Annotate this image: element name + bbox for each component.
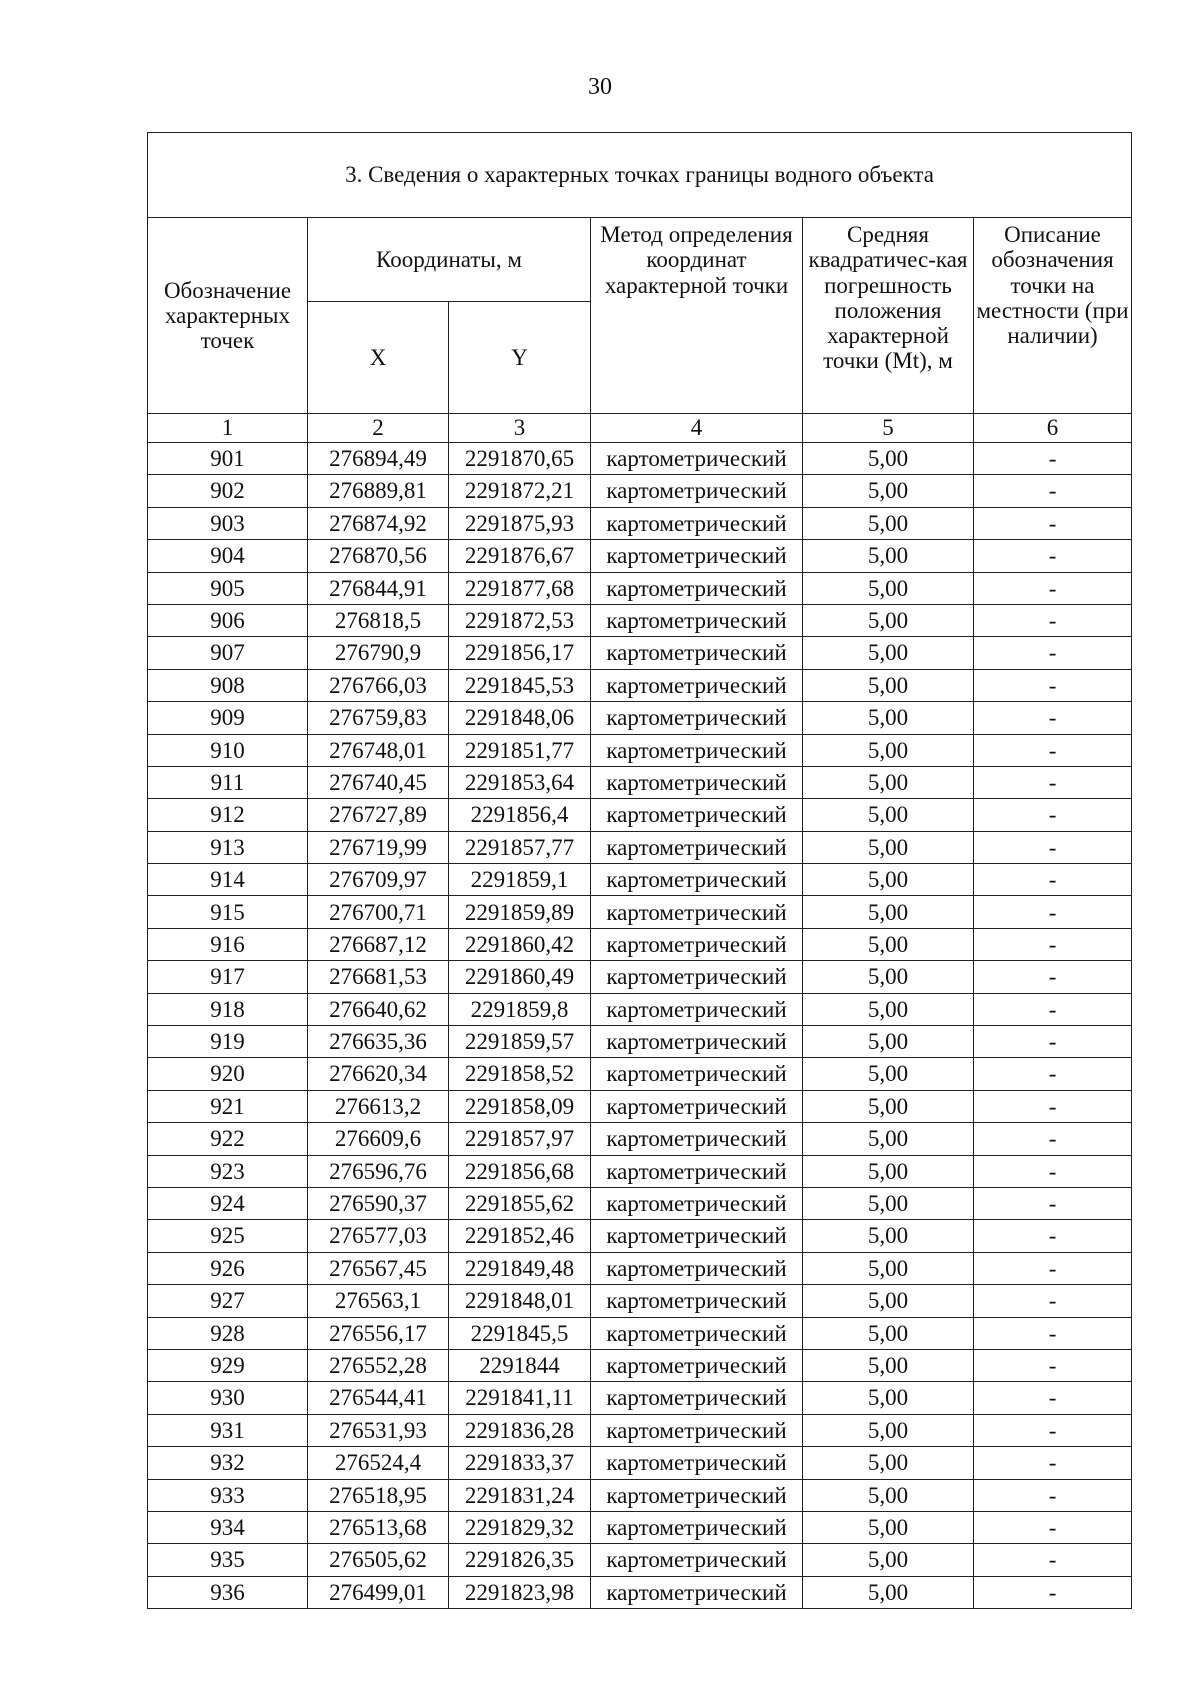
method-cell: картометрический: [591, 540, 803, 572]
header-description: Описание обозначения точки на местности (при наличии): [974, 218, 1132, 414]
y-coordinate-cell: 2291831,24: [449, 1479, 591, 1511]
error-cell: 5,00: [803, 1252, 974, 1284]
table-row: [148, 993, 1132, 1025]
description-cell: -: [974, 540, 1132, 572]
error-cell: 5,00: [803, 475, 974, 507]
point-id-cell: 901: [148, 443, 308, 475]
point-id-cell: 918: [148, 993, 308, 1025]
point-id-cell: 912: [148, 799, 308, 831]
error-cell: 5,00: [803, 896, 974, 928]
y-coordinate-cell: 2291845,5: [449, 1317, 591, 1349]
y-coordinate-cell: 2291857,77: [449, 831, 591, 863]
point-id-cell: 919: [148, 1026, 308, 1058]
y-coordinate-cell: 2291856,4: [449, 799, 591, 831]
description-cell: -: [974, 831, 1132, 863]
header-method: Метод определения координат характерной точки: [591, 218, 803, 414]
error-cell: 5,00: [803, 637, 974, 669]
point-id-cell: 914: [148, 864, 308, 896]
error-cell: 5,00: [803, 799, 974, 831]
point-id-cell: 924: [148, 1187, 308, 1219]
description-cell: -: [974, 475, 1132, 507]
x-coordinate-cell: 276740,45: [308, 766, 449, 798]
x-coordinate-cell: 276681,53: [308, 961, 449, 993]
method-cell: картометрический: [591, 1414, 803, 1446]
y-coordinate-cell: 2291856,68: [449, 1155, 591, 1187]
description-cell: -: [974, 1382, 1132, 1414]
point-id-cell: 921: [148, 1090, 308, 1122]
error-cell: 5,00: [803, 702, 974, 734]
error-cell: 5,00: [803, 507, 974, 539]
point-id-cell: 907: [148, 637, 308, 669]
x-coordinate-cell: 276709,97: [308, 864, 449, 896]
x-coordinate-cell: 276766,03: [308, 669, 449, 701]
method-cell: картометрический: [591, 928, 803, 960]
description-cell: -: [974, 766, 1132, 798]
x-coordinate-cell: 276596,76: [308, 1155, 449, 1187]
method-cell: картометрический: [591, 669, 803, 701]
description-cell: -: [974, 637, 1132, 669]
method-cell: картометрический: [591, 1317, 803, 1349]
x-coordinate-cell: 276687,12: [308, 928, 449, 960]
error-cell: 5,00: [803, 1511, 974, 1543]
point-id-cell: 932: [148, 1447, 308, 1479]
table-row: [148, 1349, 1132, 1381]
error-cell: 5,00: [803, 993, 974, 1025]
x-coordinate-cell: 276818,5: [308, 604, 449, 636]
method-cell: картометрический: [591, 1026, 803, 1058]
error-cell: 5,00: [803, 1026, 974, 1058]
table-row: [148, 896, 1132, 928]
error-cell: 5,00: [803, 1187, 974, 1219]
description-cell: -: [974, 896, 1132, 928]
boundary-points-table: [147, 132, 1132, 1609]
point-id-cell: 925: [148, 1220, 308, 1252]
table-row: [148, 1479, 1132, 1511]
column-number: 4: [591, 414, 803, 443]
table-row: [148, 1090, 1132, 1122]
error-cell: 5,00: [803, 864, 974, 896]
method-cell: картометрический: [591, 961, 803, 993]
error-cell: 5,00: [803, 928, 974, 960]
point-id-cell: 917: [148, 961, 308, 993]
method-cell: картометрический: [591, 475, 803, 507]
error-cell: 5,00: [803, 604, 974, 636]
error-cell: 5,00: [803, 766, 974, 798]
description-cell: -: [974, 1447, 1132, 1479]
method-cell: картометрический: [591, 831, 803, 863]
error-cell: 5,00: [803, 1544, 974, 1576]
method-cell: картометрический: [591, 1090, 803, 1122]
point-id-cell: 920: [148, 1058, 308, 1090]
point-id-cell: 911: [148, 766, 308, 798]
point-id-cell: 933: [148, 1479, 308, 1511]
point-id-cell: 931: [148, 1414, 308, 1446]
point-id-cell: 926: [148, 1252, 308, 1284]
point-id-cell: 935: [148, 1544, 308, 1576]
table-row: [148, 1317, 1132, 1349]
description-cell: -: [974, 1576, 1132, 1608]
column-number: 5: [803, 414, 974, 443]
table-row: [148, 669, 1132, 701]
x-coordinate-cell: 276870,56: [308, 540, 449, 572]
error-cell: 5,00: [803, 1285, 974, 1317]
method-cell: картометрический: [591, 507, 803, 539]
method-cell: картометрический: [591, 1544, 803, 1576]
y-coordinate-cell: 2291859,57: [449, 1026, 591, 1058]
y-coordinate-cell: 2291844: [449, 1349, 591, 1381]
table-row: [148, 766, 1132, 798]
x-coordinate-cell: 276556,17: [308, 1317, 449, 1349]
table-row: [148, 604, 1132, 636]
table-row: [148, 1058, 1132, 1090]
table-row: [148, 831, 1132, 863]
description-cell: -: [974, 928, 1132, 960]
table-row: [148, 1511, 1132, 1543]
description-cell: -: [974, 443, 1132, 475]
table-row: [148, 475, 1132, 507]
description-cell: -: [974, 734, 1132, 766]
table-body: [148, 443, 1132, 1609]
x-coordinate-cell: 276790,9: [308, 637, 449, 669]
method-cell: картометрический: [591, 702, 803, 734]
section-title: 3. Сведения о характерных точках границы водного объекта: [148, 133, 1132, 218]
y-coordinate-cell: 2291841,11: [449, 1382, 591, 1414]
point-id-cell: 922: [148, 1123, 308, 1155]
method-cell: картометрический: [591, 443, 803, 475]
method-cell: картометрический: [591, 1123, 803, 1155]
table-row: [148, 443, 1132, 475]
table-row: [148, 1544, 1132, 1576]
error-cell: 5,00: [803, 1317, 974, 1349]
method-cell: картометрический: [591, 1155, 803, 1187]
table-row: [148, 1026, 1132, 1058]
error-cell: 5,00: [803, 1090, 974, 1122]
y-coordinate-cell: 2291829,32: [449, 1511, 591, 1543]
x-coordinate-cell: 276700,71: [308, 896, 449, 928]
table-row: [148, 1187, 1132, 1219]
error-cell: 5,00: [803, 1155, 974, 1187]
error-cell: 5,00: [803, 1349, 974, 1381]
y-coordinate-cell: 2291859,1: [449, 864, 591, 896]
method-cell: картометрический: [591, 1479, 803, 1511]
method-cell: картометрический: [591, 604, 803, 636]
description-cell: -: [974, 1026, 1132, 1058]
point-id-cell: 903: [148, 507, 308, 539]
header-designation: Обозначение характерных точек: [148, 218, 308, 414]
point-id-cell: 916: [148, 928, 308, 960]
y-coordinate-cell: 2291875,93: [449, 507, 591, 539]
description-cell: -: [974, 1479, 1132, 1511]
table-row: [148, 540, 1132, 572]
method-cell: картометрический: [591, 1285, 803, 1317]
description-cell: -: [974, 993, 1132, 1025]
method-cell: картометрический: [591, 1576, 803, 1608]
y-coordinate-cell: 2291853,64: [449, 766, 591, 798]
description-cell: -: [974, 1511, 1132, 1543]
point-id-cell: 910: [148, 734, 308, 766]
x-coordinate-cell: 276635,36: [308, 1026, 449, 1058]
table-row: [148, 1155, 1132, 1187]
description-cell: -: [974, 1058, 1132, 1090]
description-cell: -: [974, 1252, 1132, 1284]
x-coordinate-cell: 276759,83: [308, 702, 449, 734]
error-cell: 5,00: [803, 734, 974, 766]
x-coordinate-cell: 276620,34: [308, 1058, 449, 1090]
y-coordinate-cell: 2291836,28: [449, 1414, 591, 1446]
description-cell: -: [974, 1090, 1132, 1122]
y-coordinate-cell: 2291859,89: [449, 896, 591, 928]
y-coordinate-cell: 2291849,48: [449, 1252, 591, 1284]
table-row: [148, 1447, 1132, 1479]
table-row: [148, 702, 1132, 734]
description-cell: -: [974, 572, 1132, 604]
y-coordinate-cell: 2291856,17: [449, 637, 591, 669]
table-row: [148, 928, 1132, 960]
y-coordinate-cell: 2291833,37: [449, 1447, 591, 1479]
method-cell: картометрический: [591, 1511, 803, 1543]
x-coordinate-cell: 276719,99: [308, 831, 449, 863]
column-number: 1: [148, 414, 308, 443]
error-cell: 5,00: [803, 1058, 974, 1090]
y-coordinate-cell: 2291823,98: [449, 1576, 591, 1608]
y-coordinate-cell: 2291858,09: [449, 1090, 591, 1122]
error-cell: 5,00: [803, 1382, 974, 1414]
method-cell: картометрический: [591, 1187, 803, 1219]
y-coordinate-cell: 2291872,53: [449, 604, 591, 636]
description-cell: -: [974, 1220, 1132, 1252]
x-coordinate-cell: 276563,1: [308, 1285, 449, 1317]
y-coordinate-cell: 2291876,67: [449, 540, 591, 572]
x-coordinate-cell: 276524,4: [308, 1447, 449, 1479]
point-id-cell: 927: [148, 1285, 308, 1317]
table-row: [148, 734, 1132, 766]
y-coordinate-cell: 2291872,21: [449, 475, 591, 507]
method-cell: картометрический: [591, 864, 803, 896]
point-id-cell: 928: [148, 1317, 308, 1349]
point-id-cell: 906: [148, 604, 308, 636]
point-id-cell: 929: [148, 1349, 308, 1381]
y-coordinate-cell: 2291848,06: [449, 702, 591, 734]
point-id-cell: 923: [148, 1155, 308, 1187]
y-coordinate-cell: 2291859,8: [449, 993, 591, 1025]
error-cell: 5,00: [803, 1576, 974, 1608]
method-cell: картометрический: [591, 896, 803, 928]
table-row: [148, 1576, 1132, 1608]
y-coordinate-cell: 2291860,49: [449, 961, 591, 993]
x-coordinate-cell: 276531,93: [308, 1414, 449, 1446]
y-coordinate-cell: 2291845,53: [449, 669, 591, 701]
point-id-cell: 908: [148, 669, 308, 701]
point-id-cell: 936: [148, 1576, 308, 1608]
description-cell: -: [974, 1187, 1132, 1219]
method-cell: картометрический: [591, 1382, 803, 1414]
method-cell: картометрический: [591, 766, 803, 798]
x-coordinate-cell: 276640,62: [308, 993, 449, 1025]
y-coordinate-cell: 2291852,46: [449, 1220, 591, 1252]
error-cell: 5,00: [803, 1220, 974, 1252]
description-cell: -: [974, 1285, 1132, 1317]
table-row: [148, 1220, 1132, 1252]
y-coordinate-cell: 2291870,65: [449, 443, 591, 475]
method-cell: картометрический: [591, 637, 803, 669]
description-cell: -: [974, 961, 1132, 993]
description-cell: -: [974, 1123, 1132, 1155]
description-cell: -: [974, 604, 1132, 636]
description-cell: -: [974, 1317, 1132, 1349]
description-cell: -: [974, 1155, 1132, 1187]
x-coordinate-cell: 276505,62: [308, 1544, 449, 1576]
point-id-cell: 904: [148, 540, 308, 572]
table-row: [148, 1414, 1132, 1446]
header-y: Y: [449, 302, 591, 414]
page-number: 30: [588, 74, 612, 100]
y-coordinate-cell: 2291851,77: [449, 734, 591, 766]
header-x: X: [308, 302, 449, 414]
method-cell: картометрический: [591, 993, 803, 1025]
x-coordinate-cell: 276513,68: [308, 1511, 449, 1543]
column-number: 2: [308, 414, 449, 443]
table-row: [148, 572, 1132, 604]
method-cell: картометрический: [591, 1447, 803, 1479]
point-id-cell: 930: [148, 1382, 308, 1414]
table-row: [148, 799, 1132, 831]
x-coordinate-cell: 276874,92: [308, 507, 449, 539]
y-coordinate-cell: 2291848,01: [449, 1285, 591, 1317]
x-coordinate-cell: 276844,91: [308, 572, 449, 604]
description-cell: -: [974, 799, 1132, 831]
x-coordinate-cell: 276613,2: [308, 1090, 449, 1122]
y-coordinate-cell: 2291860,42: [449, 928, 591, 960]
method-cell: картометрический: [591, 1220, 803, 1252]
table-row: [148, 961, 1132, 993]
header-coordinates: Координаты, м: [308, 218, 591, 302]
error-cell: 5,00: [803, 1414, 974, 1446]
x-coordinate-cell: 276499,01: [308, 1576, 449, 1608]
description-cell: -: [974, 507, 1132, 539]
point-id-cell: 902: [148, 475, 308, 507]
table-row: [148, 507, 1132, 539]
error-cell: 5,00: [803, 961, 974, 993]
x-coordinate-cell: 276727,89: [308, 799, 449, 831]
y-coordinate-cell: 2291877,68: [449, 572, 591, 604]
x-coordinate-cell: 276590,37: [308, 1187, 449, 1219]
method-cell: картометрический: [591, 1058, 803, 1090]
description-cell: -: [974, 669, 1132, 701]
x-coordinate-cell: 276544,41: [308, 1382, 449, 1414]
description-cell: -: [974, 864, 1132, 896]
error-cell: 5,00: [803, 1123, 974, 1155]
method-cell: картометрический: [591, 734, 803, 766]
error-cell: 5,00: [803, 540, 974, 572]
x-coordinate-cell: 276889,81: [308, 475, 449, 507]
column-number: 6: [974, 414, 1132, 443]
method-cell: картометрический: [591, 572, 803, 604]
y-coordinate-cell: 2291855,62: [449, 1187, 591, 1219]
y-coordinate-cell: 2291826,35: [449, 1544, 591, 1576]
x-coordinate-cell: 276894,49: [308, 443, 449, 475]
column-number: 3: [449, 414, 591, 443]
y-coordinate-cell: 2291857,97: [449, 1123, 591, 1155]
description-cell: -: [974, 1349, 1132, 1381]
table-row: [148, 1382, 1132, 1414]
table-row: [148, 637, 1132, 669]
y-coordinate-cell: 2291858,52: [449, 1058, 591, 1090]
description-cell: -: [974, 702, 1132, 734]
error-cell: 5,00: [803, 1447, 974, 1479]
table-row: [148, 864, 1132, 896]
x-coordinate-cell: 276748,01: [308, 734, 449, 766]
x-coordinate-cell: 276518,95: [308, 1479, 449, 1511]
x-coordinate-cell: 276552,28: [308, 1349, 449, 1381]
table-row: [148, 1285, 1132, 1317]
point-id-cell: 934: [148, 1511, 308, 1543]
table-row: [148, 1252, 1132, 1284]
table-row: [148, 1123, 1132, 1155]
error-cell: 5,00: [803, 669, 974, 701]
description-cell: -: [974, 1414, 1132, 1446]
method-cell: картометрический: [591, 1349, 803, 1381]
x-coordinate-cell: 276609,6: [308, 1123, 449, 1155]
error-cell: 5,00: [803, 443, 974, 475]
x-coordinate-cell: 276567,45: [308, 1252, 449, 1284]
header-error: Средняя квадратичес-кая погрешность положения характерной точки (Mt), м: [803, 218, 974, 414]
method-cell: картометрический: [591, 799, 803, 831]
description-cell: -: [974, 1544, 1132, 1576]
point-id-cell: 905: [148, 572, 308, 604]
method-cell: картометрический: [591, 1252, 803, 1284]
point-id-cell: 915: [148, 896, 308, 928]
error-cell: 5,00: [803, 1479, 974, 1511]
x-coordinate-cell: 276577,03: [308, 1220, 449, 1252]
point-id-cell: 913: [148, 831, 308, 863]
point-id-cell: 909: [148, 702, 308, 734]
error-cell: 5,00: [803, 572, 974, 604]
error-cell: 5,00: [803, 831, 974, 863]
